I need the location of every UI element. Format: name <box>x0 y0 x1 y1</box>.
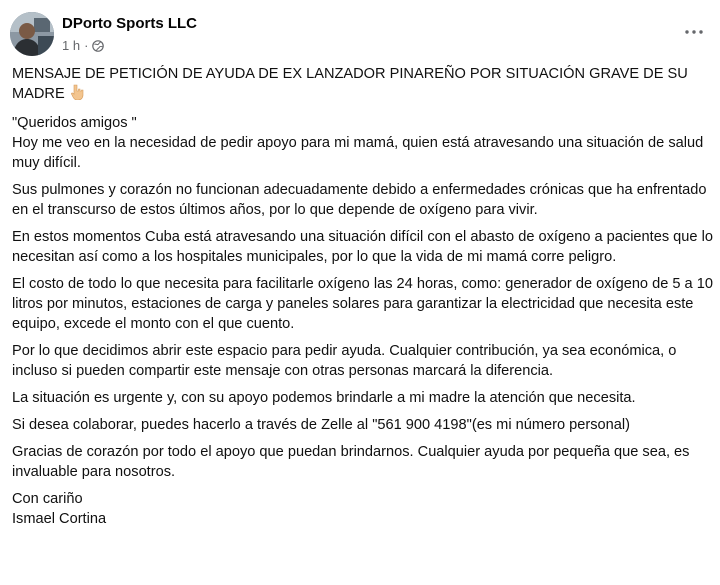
post-closing: Con cariño <box>12 491 83 507</box>
post-paragraph-7: Si desea colaborar, puedes hacerlo a través de Zelle al "561 900 4198"(es mi número personal) <box>12 417 630 433</box>
post-header <box>8 10 712 58</box>
post-signature: Ismael Cortina <box>12 511 107 527</box>
more-options-icon <box>684 29 704 35</box>
post-title: MENSAJE DE PETICIÓN DE AYUDA DE EX LANZADOR PINAREÑO POR SITUACIÓN GRAVE DE SU MADRE <box>12 64 718 106</box>
post-paragraph-1: Hoy me veo en la necesidad de pedir apoyo para mi mamá, quien está atravesando una situación de salud muy difícil. <box>12 135 704 171</box>
meta-separator: · <box>84 38 89 53</box>
post-paragraph-4: El costo de todo lo que necesita para facilitarle oxígeno las 24 horas, como: generador de oxígeno de 5 a 10 litros por minutos, estaciones de carga y paneles solares para garantizar la electricidad que necesita este equipo, excede el monto con el que cuento. <box>12 276 713 332</box>
post-paragraph-3: En estos momentos Cuba está atravesando una situación difícil con el abasto de oxígeno a pacientes que lo necesitan así como a los hospitales municipales, por lo que la vida de mi mamá corre peligro. <box>12 229 713 265</box>
pointing-down-hand-icon <box>69 84 85 106</box>
post-paragraph-6: La situación es urgente y, con su apoyo podemos brindarle a mi madre la atención que necesita. <box>12 390 636 406</box>
post-body <box>12 64 718 529</box>
post-timestamp[interactable]: 1 h <box>62 38 81 53</box>
more-options-button[interactable] <box>682 22 706 42</box>
post-greeting: "Queridos amigos " <box>12 115 137 131</box>
post-author-name[interactable]: DPorto Sports LLC <box>62 15 197 32</box>
post-paragraph-5: Por lo que decidimos abrir este espacio para pedir ayuda. Cualquier contribución, ya sea económica, o incluso si pueden compartir este mensaje con otras personas marcará la diferencia. <box>12 343 677 379</box>
globe-icon[interactable] <box>92 40 104 52</box>
avatar[interactable] <box>10 12 54 56</box>
post-paragraph-8: Gracias de corazón por todo el apoyo que puedan brindarnos. Cualquier ayuda por pequeña que sea, es invaluable para nosotros. <box>12 444 690 480</box>
post-meta <box>62 38 104 53</box>
post-paragraph-2: Sus pulmones y corazón no funcionan adecuadamente debido a enfermedades crónicas que ha enfrentado en el transcurso de estos últimos años, por lo que depende de oxígeno para vivir. <box>12 182 707 218</box>
